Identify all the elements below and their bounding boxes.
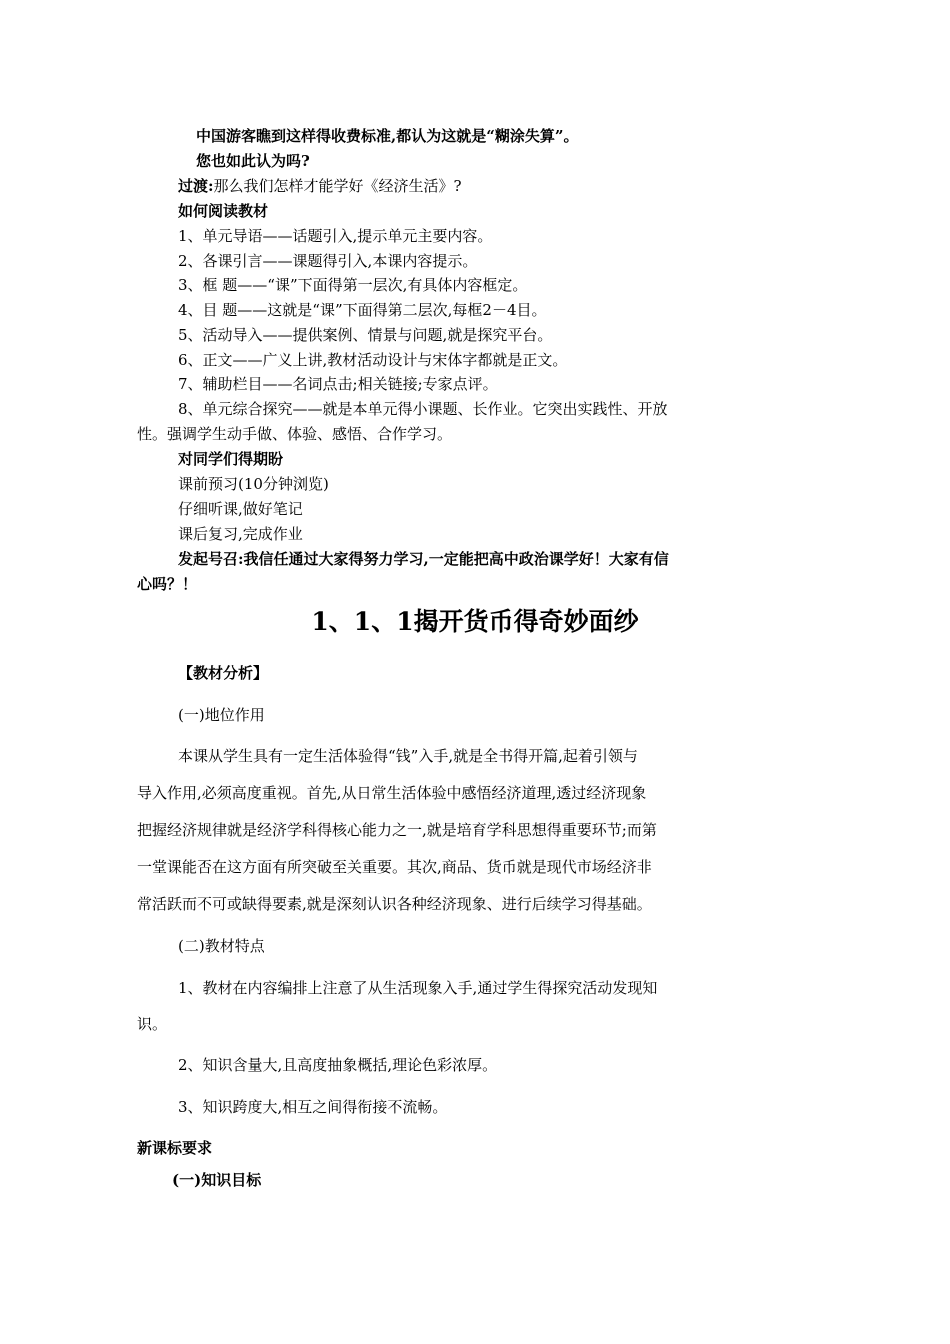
- knowledge-goals-heading: (一)知识目标: [172, 1171, 262, 1189]
- feature-3: 3、知识跨度大,相互之间得衔接不流畅。: [178, 1098, 448, 1116]
- feature-1-line-1: 1、教材在内容编排上注意了从生活现象入手,通过学生得探究活动发现知: [178, 979, 658, 997]
- feature-2: 2、知识含量大,且高度抽象概括,理论色彩浓厚。: [178, 1056, 498, 1074]
- expectation-item: 仔细听课,做好笔记: [178, 500, 303, 518]
- section-1-line: 导入作用,必须高度重视。首先,从日常生活体验中感悟经济道理,透过经济现象: [137, 784, 647, 802]
- section-1-line: 常活跃而不可或缺得要素,就是深刻认识各种经济现象、进行后续学习得基础。: [137, 895, 652, 913]
- lesson-title: 1、1、1揭开货币得奇妙面纱: [311, 607, 639, 636]
- reading-item: 6、正文——广义上讲,教材活动设计与宋体字都就是正文。: [178, 351, 568, 369]
- reading-item: 2、各课引言——课题得引入,本课内容提示。: [178, 252, 478, 270]
- reading-item: 7、辅助栏目——名词点击;相关链接;专家点评。: [178, 375, 498, 393]
- intro-line-2: 您也如此认为吗?: [196, 152, 310, 170]
- section-1-line: 本课从学生具有一定生活体验得“钱”入手,就是全书得开篇,起着引领与: [178, 747, 638, 765]
- section-2-heading: (二)教材特点: [178, 937, 265, 955]
- transition-label: 过渡:: [178, 177, 214, 195]
- reading-item: 5、活动导入——提供案例、情景与问题,就是探究平台。: [178, 326, 553, 344]
- standards-heading: 新课标要求: [137, 1139, 213, 1157]
- transition-line: [178, 175, 462, 197]
- section-1-heading: (一)地位作用: [178, 706, 265, 724]
- call-line-2: 心吗？！: [137, 575, 198, 593]
- reading-item: 1、单元导语——话题引入,提示单元主要内容。: [178, 227, 493, 245]
- expectations-heading: 对同学们得期盼: [178, 450, 284, 468]
- section-1-line: 把握经济规律就是经济学科得核心能力之一,就是培育学科思想得重要环节;而第: [137, 821, 657, 839]
- reading-item: 4、目 题——这就是“课”下面得第二层次,每框2－4目。: [178, 301, 547, 319]
- call-line-1: 发起号召:我信任通过大家得努力学习,一定能把高中政治课学好！大家有信: [178, 550, 669, 568]
- reading-item-8-line-2: 性。强调学生动手做、体验、感悟、合作学习。: [137, 425, 453, 443]
- expectation-item: 课前预习(10分钟浏览): [178, 475, 329, 493]
- analysis-heading: 【教材分析】: [178, 664, 269, 682]
- section-1-line: 一堂课能否在这方面有所突破至关重要。其次,商品、货币就是现代市场经济非: [137, 858, 652, 876]
- feature-1-line-2: 识。: [137, 1015, 168, 1033]
- reading-item: 3、框 题——“课”下面得第一层次,有具体内容框定。: [178, 276, 528, 294]
- expectation-item: 课后复习,完成作业: [178, 525, 303, 543]
- reading-item-8-line-1: 8、单元综合探究——就是本单元得小课题、长作业。它突出实践性、开放: [178, 400, 668, 418]
- intro-line-1: 中国游客瞧到这样得收费标准,都认为这就是“糊涂失算”。: [196, 127, 579, 145]
- reading-heading: 如何阅读教材: [178, 202, 269, 220]
- transition-text: 那么我们怎样才能学好《经济生活》?: [213, 177, 462, 195]
